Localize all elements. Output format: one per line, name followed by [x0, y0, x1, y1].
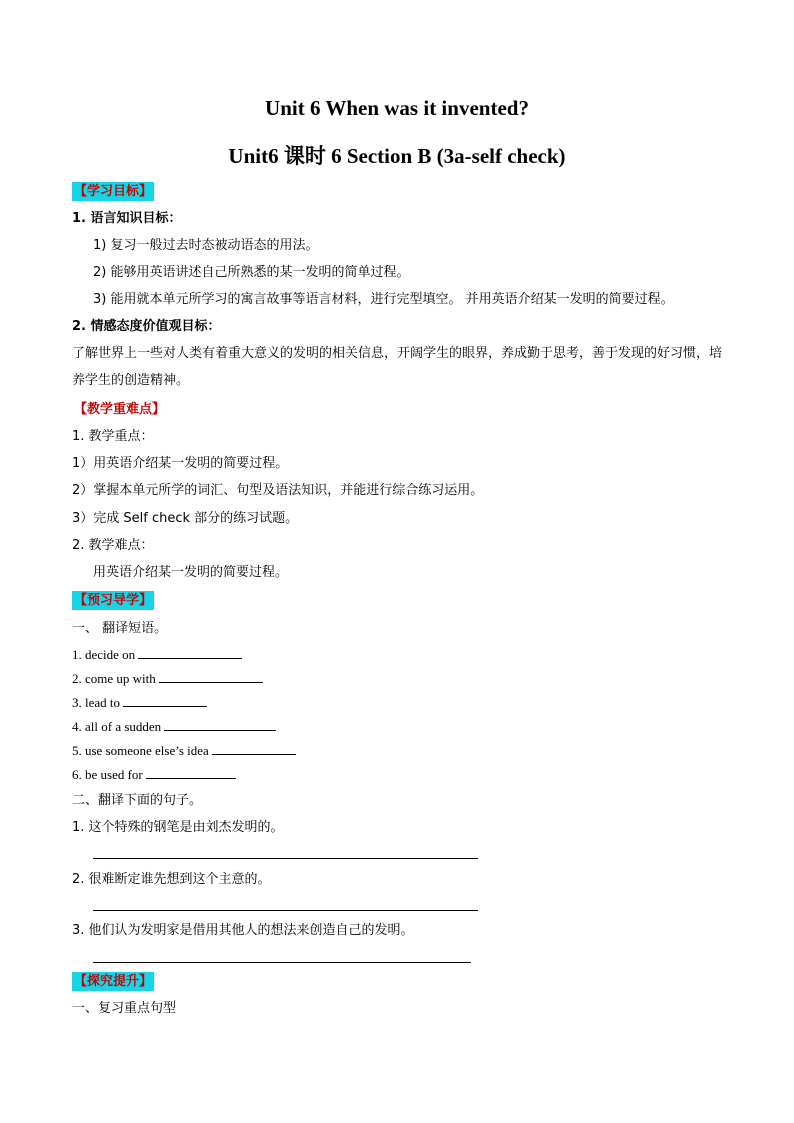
- phrase-text: 2. come up with: [72, 671, 156, 686]
- explore-tag: 【探究提升】: [74, 974, 153, 989]
- keypoint-difficulty: 用英语介绍某一发明的简要过程。: [93, 565, 289, 580]
- phrase-item: [72, 742, 296, 760]
- phrase-item: [72, 646, 242, 664]
- keypoint-item: 1）用英语介绍某一发明的简要过程。: [72, 456, 289, 471]
- sentence-item: 1. 这个特殊的钢笔是由刘杰发明的。: [72, 820, 284, 835]
- answer-line[interactable]: [93, 910, 478, 911]
- objective-item: 2) 能够用英语讲述自己所熟悉的某一发明的简单过程。: [93, 265, 410, 280]
- answer-blank[interactable]: [146, 766, 236, 779]
- page-title: Unit 6 When was it invented?: [265, 96, 529, 120]
- explore-section-1: 一、复习重点句型: [72, 1001, 177, 1016]
- objective-item: 3) 能用就本单元所学习的寓言故事等语言材料，进行完型填空。 并用英语介绍某一发明的简要过程。: [93, 292, 674, 307]
- keypoints-tag: 【教学重难点】: [74, 402, 166, 417]
- objectives-heading-1: 1. 语言知识目标：: [72, 211, 182, 226]
- objective-item: 1) 复习一般过去时态被动语态的用法。: [93, 238, 319, 253]
- phrase-text: 3. lead to: [72, 695, 121, 710]
- objectives-tag: 【学习目标】: [74, 184, 153, 199]
- keypoint-item: 2）掌握本单元所学的词汇、句型及语法知识，并能进行综合练习运用。: [72, 483, 484, 498]
- phrase-text: 4. all of a sudden: [72, 719, 162, 734]
- sentence-item: 3. 他们认为发明家是借用其他人的想法来创造自己的发明。: [72, 923, 414, 938]
- phrase-item: [72, 670, 263, 688]
- phrase-item: [72, 718, 276, 736]
- phrase-text: 5. use someone else’s idea: [72, 743, 209, 758]
- keypoints-heading-1: 1. 教学重点：: [72, 429, 154, 444]
- phrase-text: 6. be used for: [72, 767, 143, 782]
- keypoint-item: 3）完成 Self check 部分的练习试题。: [72, 511, 299, 526]
- preview-section-2: 二、翻译下面的句子。: [72, 793, 203, 808]
- preview-tag: 【预习导学】: [74, 593, 153, 608]
- phrase-item: [72, 766, 236, 784]
- answer-blank[interactable]: [159, 670, 263, 683]
- answer-blank[interactable]: [123, 694, 207, 707]
- preview-section-1: 一、 翻译短语。: [72, 621, 168, 636]
- answer-line[interactable]: [93, 962, 471, 963]
- keypoints-heading-2: 2. 教学难点：: [72, 538, 154, 553]
- sentence-item: 2. 很难断定谁先想到这个主意的。: [72, 872, 271, 887]
- phrase-text: 1. decide on: [72, 647, 136, 662]
- objectives-paragraph: 了解世界上一些对人类有着重大意义的发明的相关信息，开阔学生的眼界，养成勤于思考，善于发现的好习惯，培养学生的创造精神。: [72, 346, 723, 388]
- answer-line[interactable]: [93, 858, 478, 859]
- answer-blank[interactable]: [212, 742, 296, 755]
- answer-blank[interactable]: [164, 718, 276, 731]
- answer-blank[interactable]: [138, 646, 242, 659]
- page-subtitle: Unit6 课时 6 Section B (3a-self check): [228, 144, 566, 168]
- objectives-heading-2: 2. 情感态度价值观目标：: [72, 319, 221, 334]
- phrase-item: [72, 694, 207, 712]
